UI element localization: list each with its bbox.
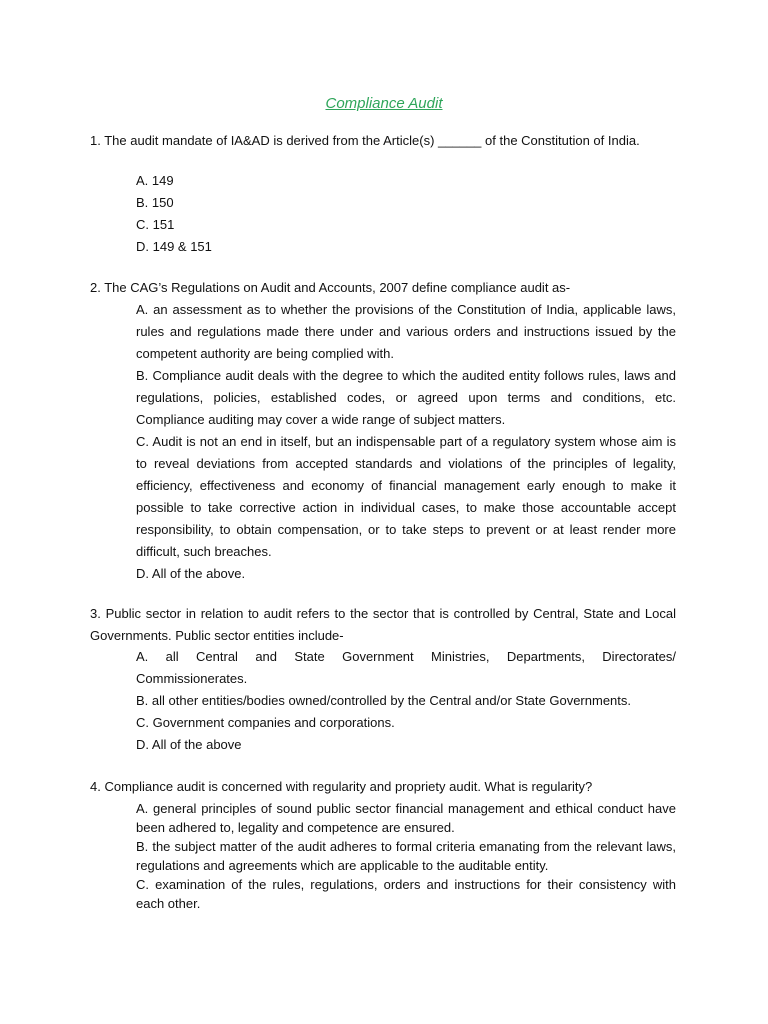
option-2c: C. Audit is not an end in itself, but an indispensable part of a regulatory system whose aim is to reveal deviations from accepted standards and violations of the principles of legality, efficiency, effectiveness and economy of financial management early enough to make it possible to take corrective action in individual cases, to make those accountable accept responsibility, to obtain compensation, or to take steps to prevent or at least render more difficult, such breaches. — [136, 434, 676, 559]
option-2d: D. All of the above. — [136, 566, 246, 581]
question-3-text: 3. Public sector in relation to audit refers to the sector that is controlled by Central, State and Local Governments. Public sector entities include- — [90, 606, 676, 643]
question-3-options — [136, 646, 676, 756]
option-1a: A. 149 — [136, 173, 174, 188]
option-3b: B. all other entities/bodies owned/controlled by the Central and/or State Governments. — [136, 693, 632, 708]
question-4-text: 4. Compliance audit is concerned with regularity and propriety audit. What is regularity? — [90, 779, 593, 794]
question-1-text: 1. The audit mandate of IA&AD is derived from the Article(s) ______ of the Constitution of India. — [90, 133, 640, 148]
question-2-options — [136, 299, 676, 585]
option-4c: C. examination of the rules, regulations, orders and instructions for their consistency with each other. — [136, 877, 676, 911]
option-2a: A. an assessment as to whether the provisions of the Constitution of India, applicable laws, rules and regulations made there under and various orders and instructions issued by the competent authority are being complied with. — [136, 302, 676, 361]
question-2-text: 2. The CAG’s Regulations on Audit and Accounts, 2007 define compliance audit as- — [90, 280, 571, 295]
option-4a: A. general principles of sound public sector financial management and ethical conduct have been adhered to, legality and competence are ensured. — [136, 801, 676, 835]
option-1d: D. 149 & 151 — [136, 239, 212, 254]
option-3a: A. all Central and State Government Ministries, Departments, Directorates/ Commissionerates. — [136, 649, 676, 686]
question-4-options — [136, 799, 676, 913]
question-1-options — [136, 170, 676, 258]
option-3c: C. Government companies and corporations. — [136, 715, 395, 730]
option-2b: B. Compliance audit deals with the degree to which the audited entity follows rules, laws and regulations, policies, established codes, or agreed upon terms and conditions, etc. Compliance auditing may cover a wide range of subject matters. — [136, 368, 676, 427]
option-3d: D. All of the above — [136, 737, 242, 752]
document-title: Compliance Audit — [325, 95, 443, 112]
option-4b: B. the subject matter of the audit adheres to formal criteria emanating from the relevant laws, regulations and agreements which are applicable to the auditable entity. — [136, 839, 676, 873]
option-1b: B. 150 — [136, 195, 174, 210]
option-1c: C. 151 — [136, 217, 175, 232]
